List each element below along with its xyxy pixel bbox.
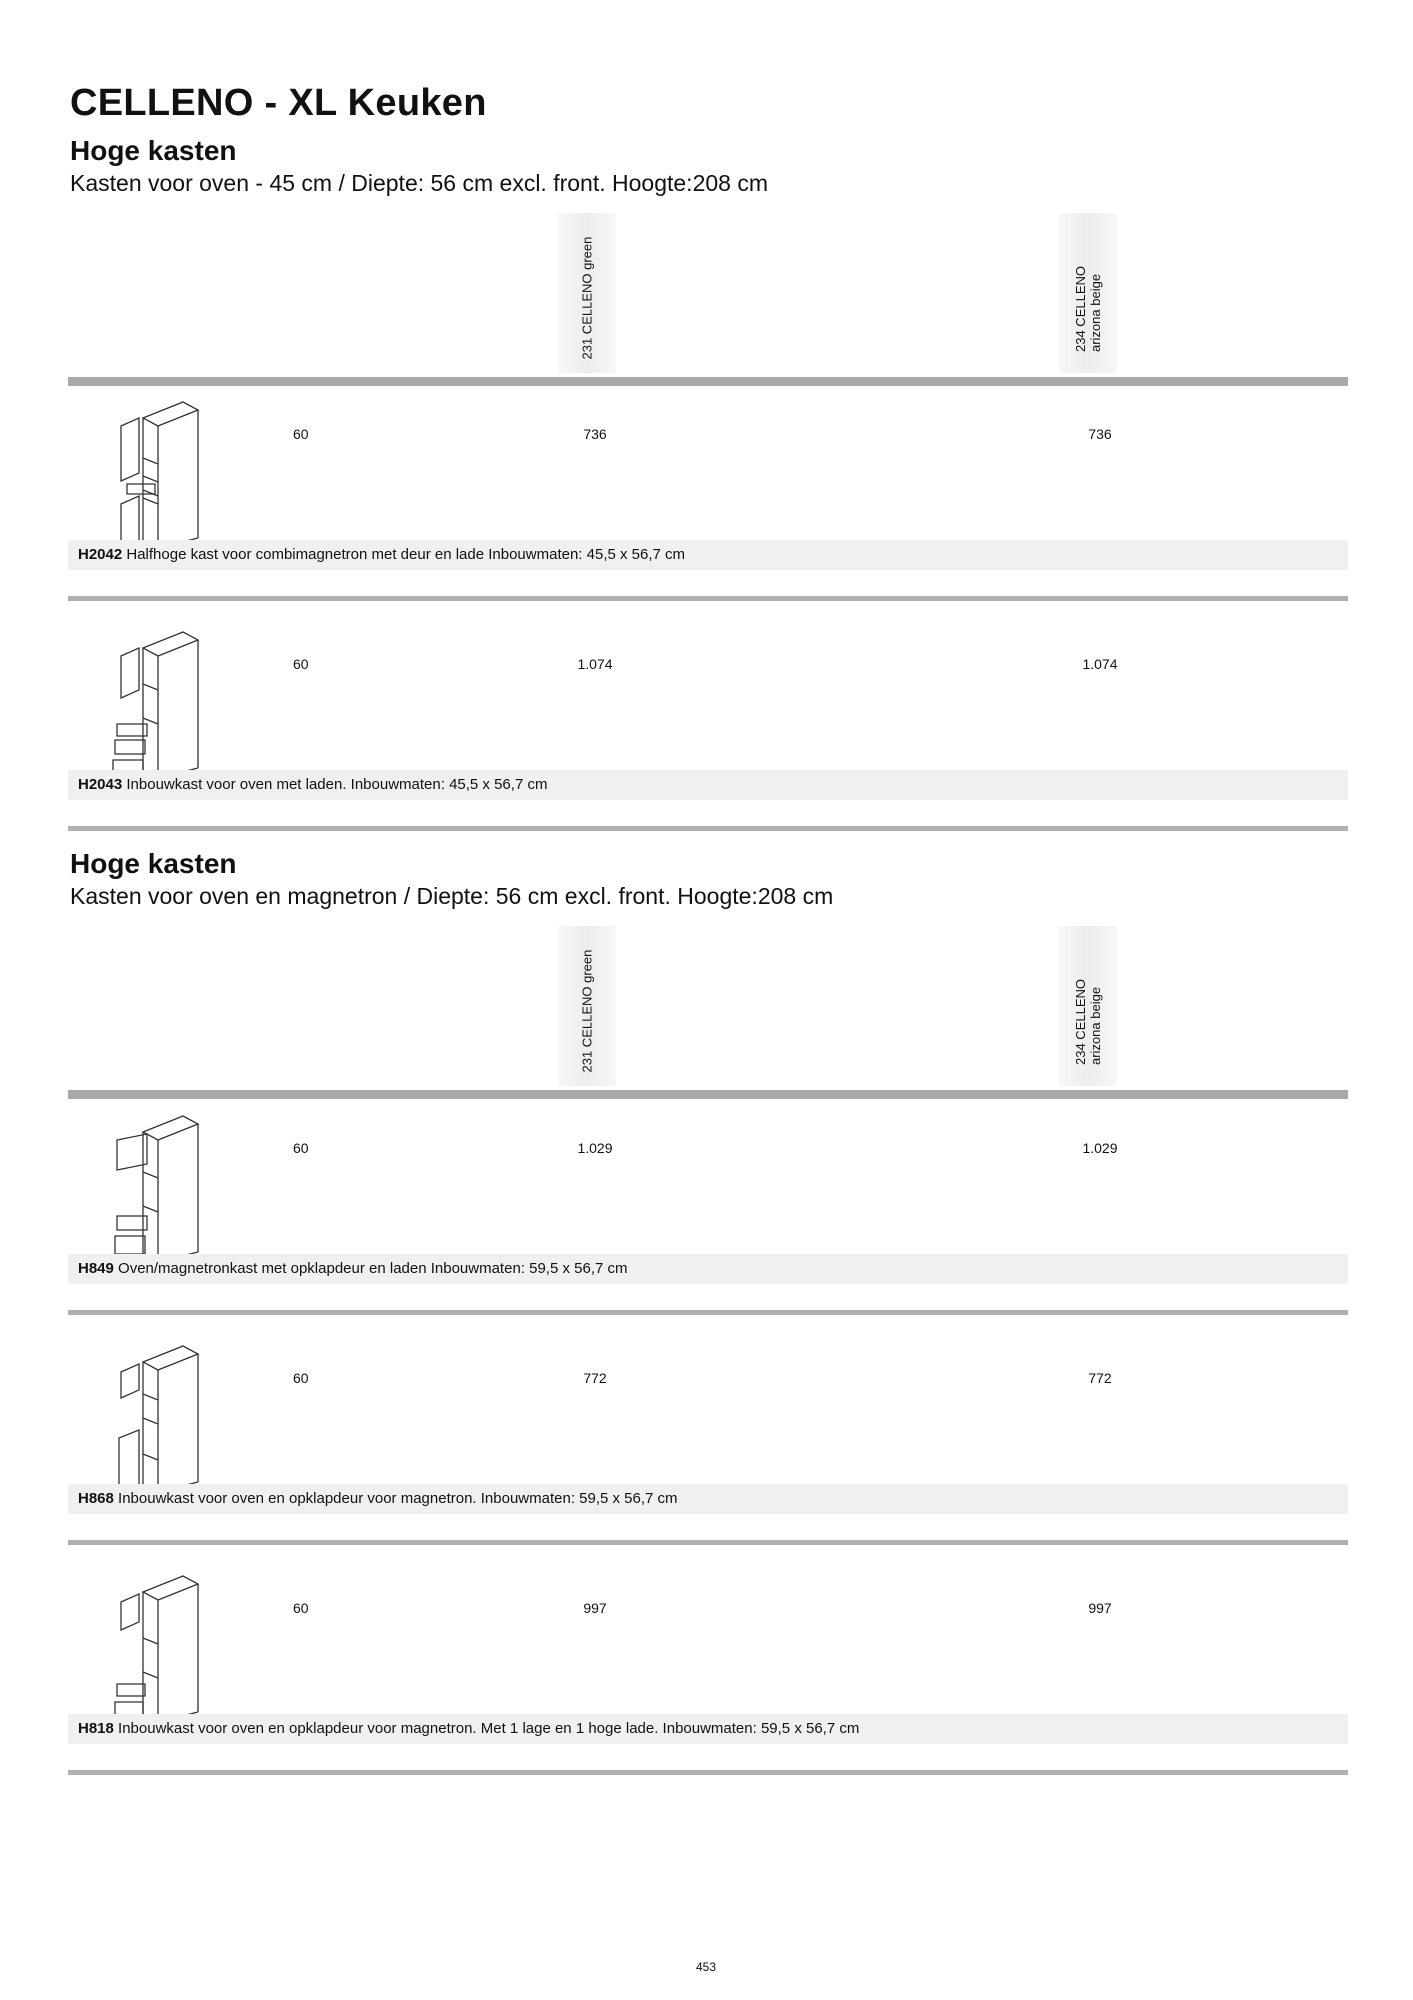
article-text: Inbouwkast voor oven met laden. Inbouwmaten: 45,5 x 56,7 cm <box>126 776 548 793</box>
table-header-divider <box>68 377 1348 386</box>
price-beige: 997 <box>1088 1600 1112 1616</box>
section-title: Hoge kasten <box>70 848 237 879</box>
width-value: 60 <box>293 656 309 672</box>
price-green: 997 <box>583 1600 607 1616</box>
table-row <box>68 398 1348 574</box>
article-code: H2042 <box>78 546 123 563</box>
column-header-label: 231 CELLENO green <box>579 236 595 360</box>
table-row <box>68 1572 1348 1748</box>
price-beige: 772 <box>1088 1370 1112 1386</box>
width-value: 60 <box>293 1370 309 1386</box>
article-code: H2043 <box>78 776 123 793</box>
article-text: Oven/magnetronkast met opklapdeur en laden Inbouwmaten: 59,5 x 56,7 cm <box>118 1260 628 1277</box>
table-header-divider <box>68 1090 1348 1099</box>
article-description <box>68 770 1348 800</box>
column-header-beige <box>1059 213 1117 373</box>
table-row <box>68 1342 1348 1518</box>
column-header-label: arizona beige <box>1088 273 1103 352</box>
row-divider <box>68 1540 1348 1545</box>
section-title: Hoge kasten <box>70 135 237 166</box>
price-beige: 1.029 <box>1082 1140 1118 1156</box>
section-subtitle: Kasten voor oven - 45 cm / Diepte: 56 cm excl. front. Hoogte:208 cm <box>70 170 768 196</box>
cabinet-h868-icon <box>103 1342 213 1502</box>
column-header-label: arizona beige <box>1088 986 1103 1065</box>
column-header-label: 231 CELLENO green <box>579 949 595 1073</box>
width-value: 60 <box>293 1140 309 1156</box>
price-green: 1.074 <box>577 656 613 672</box>
price-green: 736 <box>583 426 607 442</box>
article-code: H818 <box>78 1720 114 1737</box>
column-header-green <box>558 213 616 373</box>
price-green: 772 <box>583 1370 607 1386</box>
table-row <box>68 1112 1348 1288</box>
article-description <box>68 1714 1348 1744</box>
width-value: 60 <box>293 1600 309 1616</box>
article-description <box>68 1254 1348 1284</box>
article-text: Halfhoge kast voor combimagnetron met deur en lade Inbouwmaten: 45,5 x 56,7 cm <box>126 546 686 563</box>
cabinet-h2042-icon <box>103 398 213 558</box>
cabinet-h849-icon <box>103 1112 213 1272</box>
table-row <box>68 628 1348 804</box>
section-subtitle: Kasten voor oven en magnetron / Diepte: 56 cm excl. front. Hoogte:208 cm <box>70 883 834 909</box>
column-header-green <box>558 926 616 1086</box>
row-divider <box>68 826 1348 831</box>
page-title: CELLENO - XL Keuken <box>70 82 487 124</box>
width-value: 60 <box>293 426 309 442</box>
column-header-beige <box>1059 926 1117 1086</box>
article-description <box>68 1484 1348 1514</box>
row-divider <box>68 1770 1348 1775</box>
price-beige: 736 <box>1088 426 1112 442</box>
row-divider <box>68 596 1348 601</box>
article-code: H849 <box>78 1260 114 1277</box>
column-header-label: 234 CELLENO <box>1073 979 1088 1065</box>
cabinet-h818-icon <box>103 1572 213 1732</box>
price-beige: 1.074 <box>1082 656 1118 672</box>
article-description <box>68 540 1348 570</box>
price-green: 1.029 <box>577 1140 613 1156</box>
article-text: Inbouwkast voor oven en opklapdeur voor magnetron. Met 1 lage en 1 hoge lade. Inbouwmaten: 59,5 x 56,7 cm <box>118 1720 860 1737</box>
cabinet-h2043-icon <box>103 628 213 788</box>
column-header-label: 234 CELLENO <box>1073 266 1088 352</box>
article-code: H868 <box>78 1490 114 1507</box>
article-text: Inbouwkast voor oven en opklapdeur voor magnetron. Inbouwmaten: 59,5 x 56,7 cm <box>118 1490 678 1507</box>
page-number: 453 <box>696 1960 717 1974</box>
row-divider <box>68 1310 1348 1315</box>
